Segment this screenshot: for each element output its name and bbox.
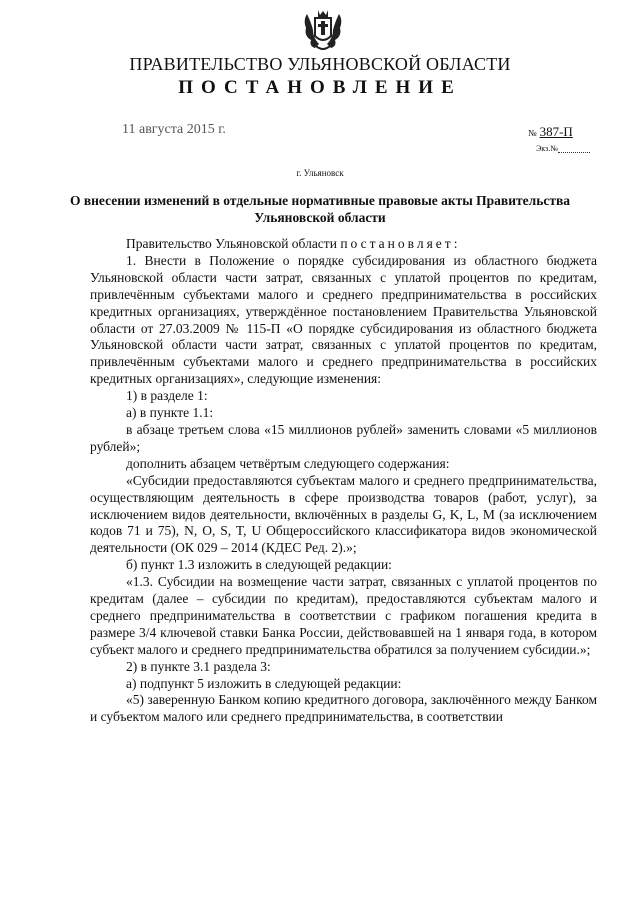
paragraph: а) подпункт 5 изложить в следующей редакции: — [126, 675, 402, 691]
copy-number-field — [536, 144, 590, 153]
copy-number-line — [558, 152, 590, 153]
document-title: О внесении изменений в отдельные нормативные правовые акты Правительства Ульяновской области — [69, 193, 571, 225]
document-date: 11 августа 2015 г. — [122, 122, 226, 137]
number-value: 387-П — [539, 124, 573, 139]
intro-paragraph — [90, 236, 597, 253]
government-name: ПРАВИТЕЛЬСТВО УЛЬЯНОВСКОЙ ОБЛАСТИ — [129, 54, 511, 74]
intro-subject: Правительство Ульяновской области — [126, 236, 341, 251]
document-type-heading: ПОСТАНОВЛЕНИЕ — [178, 77, 462, 98]
paragraph: «5) заверенную Банком копию кредитного договора, заключённого между Банком и субъектом малого или среднего предпринимательства, в соответствии — [90, 692, 597, 725]
number-prefix: № — [528, 128, 537, 138]
paragraph: а) в пункте 1.1: — [126, 405, 214, 421]
paragraph: 2) в пункте 3.1 раздела 3: — [126, 658, 271, 674]
paragraph: в абзаце третьем слова «15 миллионов рублей» заменить словами «5 миллионов рублей»; — [90, 421, 597, 454]
document-body — [90, 236, 597, 726]
city-name: г. Ульяновск — [296, 168, 344, 178]
intro-colon: : — [453, 236, 458, 251]
paragraph: 1. Внести в Положение о порядке субсидирования из областного бюджета Ульяновской области части затрат, связанных с уплатой процентов по кредитам, привлечённым субъектами малого и среднего предпринимательства в российских кредитных организациях, утверждённое постановлением Правительства Ульяновской области от 27.03.2009 № 115-П «О порядке субсидирования из областного бюджета Ульяновской области части затрат, связанных с уплатой процентов по кредитам, привлечённым субъектами малого и среднего предпринимательства в российских кредитных организациях», следующие изменения: — [90, 252, 597, 387]
document-number — [528, 124, 573, 140]
paragraph: «Субсидии предоставляются субъектам малого и среднего предпринимательства, осуществляющим деятельность в сфере производства товаров (работ, услуг), за исключением видов деятельности, включённых в разделы G, K, L, M (за исключением кодов 71 и 75), N, O, S, T, U Общероссийского классификатора видов экономической деятельности (ОК 029 – 2014 (КДЕС Ред. 2).»; — [90, 472, 597, 556]
coat-of-arms-emblem — [301, 6, 345, 54]
copy-label: Экз.№ — [536, 144, 558, 153]
paragraph: б) пункт 1.3 изложить в следующей редакции: — [126, 557, 392, 573]
intro-verb: постановляет — [340, 236, 454, 251]
paragraph: дополнить абзацем четвёртым следующего содержания: — [126, 455, 450, 471]
paragraph: «1.3. Субсидии на возмещение части затрат, связанных с уплатой процентов по кредитам (далее – субсидии по кредитам), предоставляются субъектам малого и среднего предпринимательства в соответствии с графиком погашения кредита в размере 3/4 ключевой ставки Банка России, действовавшей на 1 января года, в котором субъект малого и среднего предпринимательства обратился за получением субсидии.»; — [90, 574, 597, 657]
paragraph: 1) в разделе 1: — [126, 388, 208, 404]
